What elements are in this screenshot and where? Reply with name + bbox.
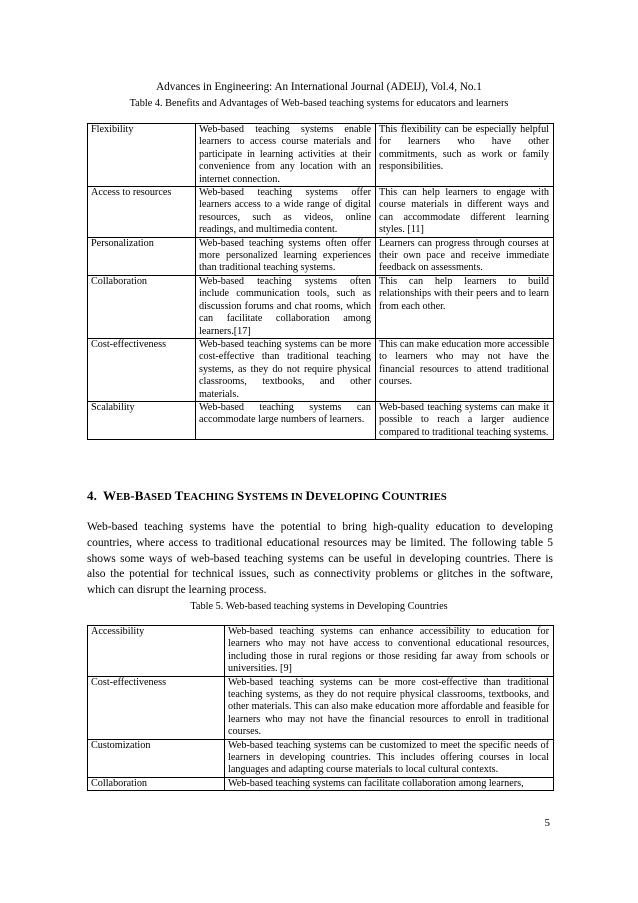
- benefit-cell: Web-based teaching systems enable learners to access course materials and participate in learning activities at their convenience from any location with an internet connection.: [196, 124, 376, 187]
- running-header: Advances in Engineering: An International Journal (ADEIJ), Vol.4, No.1: [156, 81, 482, 93]
- benefit-cell: Web-based teaching systems offer learners access to a wide range of digital resources, such as videos, online readings, and multimedia content.: [196, 187, 376, 238]
- table-row: [88, 777, 554, 790]
- table-row: [88, 187, 554, 238]
- table5: [87, 625, 554, 791]
- heading-part: S: [237, 488, 245, 503]
- table-row: [88, 401, 554, 439]
- heading-part: D: [305, 488, 315, 503]
- advantage-cell: This flexibility can be especially helpful for learners who have other commitments, such as work or family responsibilities.: [376, 124, 554, 187]
- heading-part: EVELOPING: [314, 492, 382, 503]
- table-row: [88, 124, 554, 187]
- table-row: [88, 275, 554, 338]
- row-label: Collaboration: [88, 275, 196, 338]
- heading-part: -B: [130, 488, 144, 503]
- advantage-cell: This can help learners to engage with course materials in different ways and can accommodate different learning styles. [11]: [376, 187, 554, 238]
- advantage-cell: Learners can progress through courses at their own pace and receive immediate feedback on assessments.: [376, 237, 554, 275]
- heading-part: C: [381, 488, 392, 503]
- advantage-cell: This can make education more accessible to learners who may not have the financial resources to attend traditional courses.: [376, 338, 554, 401]
- benefit-cell: Web-based teaching systems can accommodate large numbers of learners.: [196, 401, 376, 439]
- description-cell: Web-based teaching systems can enhance accessibility to education for learners who may not have access to conventional educational resources, including those in rural regions or those residing far away from schools or universities. [9]: [225, 626, 554, 677]
- benefit-cell: Web-based teaching systems often offer more personalized learning experiences than traditional teaching systems.: [196, 237, 376, 275]
- table-row: [88, 739, 554, 777]
- advantage-cell: This can help learners to build relationships with their peers and to learn from each other.: [376, 275, 554, 338]
- row-label: Flexibility: [88, 124, 196, 187]
- table-row: [88, 338, 554, 401]
- heading-part: EACHING: [183, 492, 238, 503]
- row-label: Scalability: [88, 401, 196, 439]
- heading-part: T: [174, 488, 184, 503]
- table4-caption: Table 4. Benefits and Advantages of Web-based teaching systems for educators and learners: [129, 98, 509, 109]
- row-label: Accessibility: [88, 626, 225, 677]
- table-row: [88, 626, 554, 677]
- description-cell: Web-based teaching systems can facilitate collaboration among learners,: [225, 777, 554, 790]
- section-paragraph: Web-based teaching systems have the potential to bring high-quality education to developing countries, where access to traditional educational resources may be limited. The following table 5 shows some ways of web-based teaching systems can be useful in developing countries. There is also the potential for technical issues, such as connectivity problems or glitches in the software, which can disrupt the learning process.: [87, 521, 553, 597]
- row-label: Customization: [88, 739, 225, 777]
- table-row: [88, 237, 554, 275]
- row-label: Cost-effectiveness: [88, 338, 196, 401]
- benefit-cell: Web-based teaching systems often include communication tools, such as discussion forums and chat rooms, which can facilitate collaboration among learners.[17]: [196, 275, 376, 338]
- row-label: Cost-effectiveness: [88, 676, 225, 739]
- table-row: [88, 676, 554, 739]
- row-label: Personalization: [88, 237, 196, 275]
- description-cell: Web-based teaching systems can be customized to meet the specific needs of learners in developing countries. This includes offering courses in local languages and adapting course materials to local cultural contexts.: [225, 739, 554, 777]
- row-label: Access to resources: [88, 187, 196, 238]
- benefit-cell: Web-based teaching systems can be more cost-effective than traditional teaching systems, as they do not require physical classrooms, textbooks, and other materials.: [196, 338, 376, 401]
- section-number: 4.: [87, 488, 97, 503]
- heading-part: ASED: [143, 492, 175, 503]
- heading-part: OUNTRIES: [391, 492, 447, 503]
- heading-part: W: [102, 488, 117, 503]
- heading-part: YSTEMS IN: [244, 492, 306, 503]
- table5-caption: Table 5. Web-based teaching systems in Developing Countries: [190, 601, 448, 612]
- section-heading: [87, 488, 447, 504]
- advantage-cell: Web-based teaching systems can make it possible to reach a larger audience compared to traditional teaching systems.: [376, 401, 554, 439]
- description-cell: Web-based teaching systems can be more cost-effective than traditional teaching systems, as they do not require physical classrooms, textbooks, and other materials. This can also make education more affordable and feasible for learners who may not have the financial resources to enroll in traditional courses.: [225, 676, 554, 739]
- heading-part: EB: [116, 492, 131, 503]
- table4: [87, 123, 554, 440]
- page-number: 5: [544, 817, 550, 829]
- row-label: Collaboration: [88, 777, 225, 790]
